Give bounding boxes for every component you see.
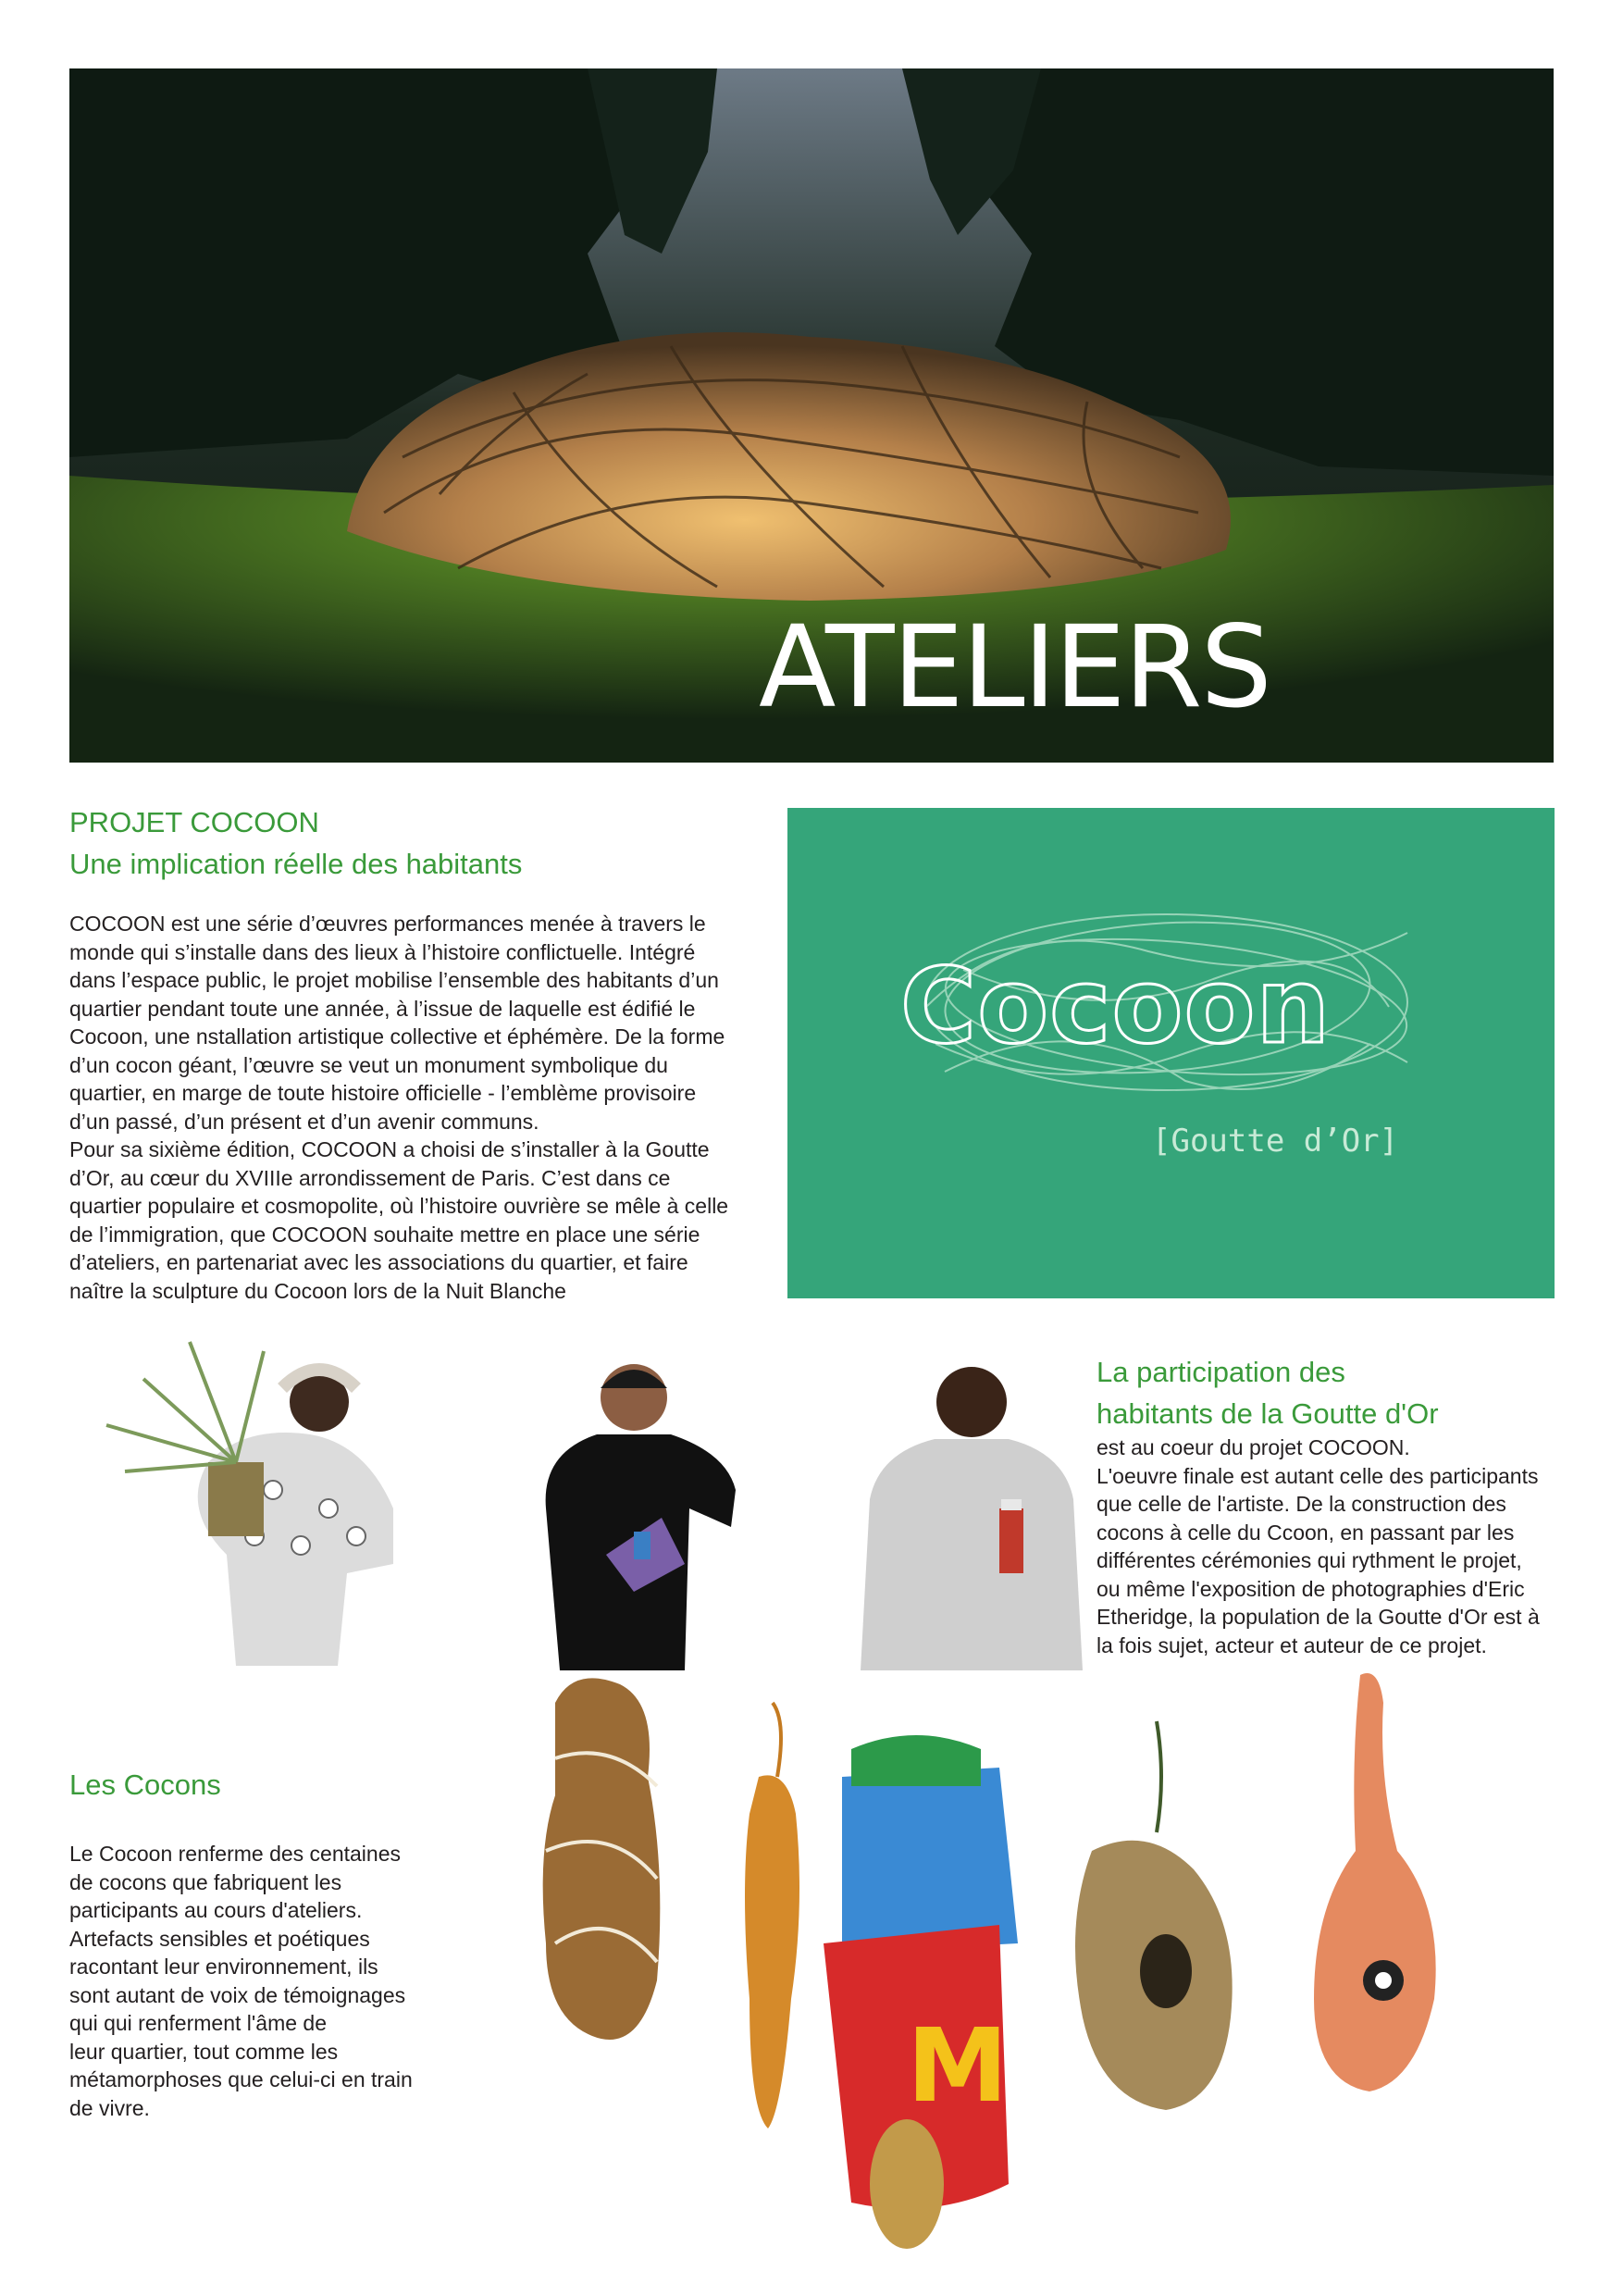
- participation-heading-line1: La participation des: [1096, 1356, 1345, 1388]
- projet-section: [69, 801, 773, 885]
- page-title: ATELIERS: [759, 602, 1270, 733]
- projet-heading-line2: Une implication réelle des habitants: [69, 848, 523, 880]
- cocoon-logo-panel: [787, 808, 1555, 1298]
- cocoon-logo-subtitle: [Goutte d’Or]: [1152, 1123, 1399, 1160]
- handmade-cocoons-photo: [518, 1666, 1555, 2267]
- participation-section: [1096, 1351, 1559, 1434]
- cocons-heading: Les Cocons: [69, 1769, 221, 1801]
- portrait-man-with-jar: [833, 1342, 1110, 1670]
- cocons-body: Le Cocoon renferme des centaines de cocons que fabriquent les participants au cours d'ateliers. Artefacts sensibles et poétiques racontant leur environnement, ils sont autant de voix de témoignages qui qui renferment l'âme de leur quartier, tout comme les métamorphoses que celui-ci en train de vivre.: [69, 1842, 413, 2120]
- participation-body: est au coeur du projet COCOON. L'oeuvre finale est autant celle des participants que celle de l'artiste. De la construction des cocons à celle du Ccoon, en passant par les différentes cérémonies qui rythment le projet, ou même l'exposition de photographies d'Eric Etheridge, la population de la Goutte d'Or est à la fois sujet, acteur et auteur de ce projet.: [1096, 1435, 1540, 1657]
- portrait-woman-with-plant: [88, 1323, 403, 1666]
- projet-heading-line1: PROJET COCOON: [69, 806, 319, 838]
- cocoon-logo-word: Cocoon: [900, 947, 1332, 1067]
- svg-text:M: M: [907, 2006, 1009, 2125]
- projet-body: COCOON est une série d’œuvres performances menée à travers le monde qui s’installe dans des lieux à l’histoire conflictuelle. Intégré dans l’espace public, le projet mobilise l’ensemble des habitants d’un quartier pendant toute une année, à l’issue de laquelle est édifié le Cocoon, une nstallation artistique collective et éphémère. De la forme d’un cocon géant, l’œuvre se veut un monument symbolique du quartier, en marge de toute histoire officielle - l’emblème provisoire d’un passé, d’un présent et d’un avenir communs. Pour sa sixième édition, COCOON a choisi de s’installer à la Goutte d’Or, au cœur du XVIIIe arrondissement de Paris. C’est dans ce quartier populaire et cosmopolite, où l’histoire ouvrière se mêle à celle de l’immigration, que COCOON souhaite mettre en place une série d’ateliers, en partenariat avec les associations du quartier, et faire naître la sculpture du Cocoon lors de la Nuit Blanche: [69, 912, 729, 1303]
- participation-heading-line2: habitants de la Goutte d'Or: [1096, 1397, 1439, 1430]
- portrait-boy-with-cocoon: [523, 1342, 745, 1670]
